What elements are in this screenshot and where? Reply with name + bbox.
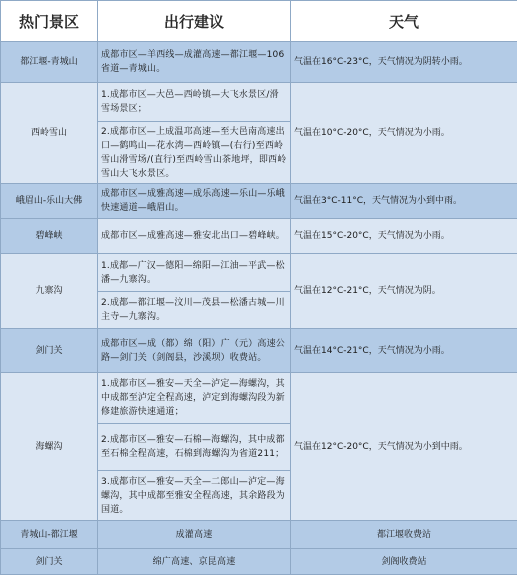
- route-cell: 成都市区—成（都）绵（阳）广（元）高速公路—剑门关（剑阁县，沙溪坝）收费站。: [98, 329, 291, 373]
- table-row: [1, 184, 517, 219]
- route-cell: 2.成都市区—雅安—石棉—海螺沟，其中成都至石棉全程高速，石棉到海螺沟为省道211；: [98, 424, 291, 471]
- place-cell: 剑门关: [1, 549, 98, 575]
- table-row: [1, 219, 517, 254]
- route-cell: 2.成都—都江堰—汶川—茂县—松潘古城—川主寺—九寨沟。: [98, 292, 291, 329]
- toll-station-cell: 都江堰收费站: [291, 521, 517, 549]
- table-row: [1, 521, 517, 549]
- route-cell: 绵广高速、京昆高速: [98, 549, 291, 575]
- table-row: [1, 549, 517, 575]
- table-row: [1, 329, 517, 373]
- place-cell: 都江堰-青城山: [1, 42, 98, 83]
- weather-cell: 气温在3°C-11°C，天气情况为小到中雨。: [291, 184, 517, 219]
- place-cell: 西岭雪山: [1, 83, 98, 184]
- route-cell: 成灌高速: [98, 521, 291, 549]
- route-cell: 3.成都市区—雅安—天全—二郎山—泸定—海螺沟，其中成都至雅安全程高速，其余路段为国道。: [98, 471, 291, 521]
- place-cell: 海螺沟: [1, 373, 98, 521]
- place-cell: 峨眉山-乐山大佛: [1, 184, 98, 219]
- weather-cell: 气温在15°C-20°C，天气情况为小雨。: [291, 219, 517, 254]
- weather-cell: 气温在12°C-20°C，天气情况为小到中雨。: [291, 373, 517, 521]
- table-header-row: [1, 1, 517, 42]
- weather-cell: 气温在10°C-20°C，天气情况为小雨。: [291, 83, 517, 184]
- place-cell: 碧峰峡: [1, 219, 98, 254]
- route-cell: 1.成都—广汉—德阳—绵阳—江油—平武—松潘—九寨沟。: [98, 254, 291, 292]
- route-cell: 1.成都市区—大邑—西岭镇—大飞水景区/滑雪场景区；: [98, 83, 291, 122]
- table-row: [1, 42, 517, 83]
- weather-cell: 气温在12°C-21°C，天气情况为阴。: [291, 254, 517, 329]
- toll-station-cell: 剑阁收费站: [291, 549, 517, 575]
- table-row: [1, 83, 517, 122]
- header-scenic: 热门景区: [1, 1, 98, 42]
- route-cell: 成都市区—羊西线—成灌高速—都江堰—106省道—青城山。: [98, 42, 291, 83]
- table-row: [1, 373, 517, 424]
- header-advice: 出行建议: [98, 1, 291, 42]
- place-cell: 九寨沟: [1, 254, 98, 329]
- weather-cell: 气温在16°C-23°C，天气情况为阴转小雨。: [291, 42, 517, 83]
- header-weather: 天气: [291, 1, 517, 42]
- table-row: [1, 254, 517, 292]
- place-cell: 剑门关: [1, 329, 98, 373]
- route-cell: 成都市区—成雅高速—雅安北出口—碧峰峡。: [98, 219, 291, 254]
- route-cell: 1.成都市区—雅安—天全—泸定—海螺沟，其中成都至泸定全程高速，泸定到海螺沟段为新修建旅游快速通道；: [98, 373, 291, 424]
- weather-cell: 气温在14°C-21°C，天气情况为小雨。: [291, 329, 517, 373]
- route-cell: 2.成都市区—上成温邛高速—至大邑南高速出口—鹤鸣山—花水湾—西岭镇—(右行)至西岭雪山滑雪场/(直行)至西岭雪山茶地坪，即西岭雪山大飞水景区。: [98, 122, 291, 184]
- route-cell: 成都市区—成雅高速—成乐高速—乐山—乐峨快速通道—峨眉山。: [98, 184, 291, 219]
- place-cell: 青城山-都江堰: [1, 521, 98, 549]
